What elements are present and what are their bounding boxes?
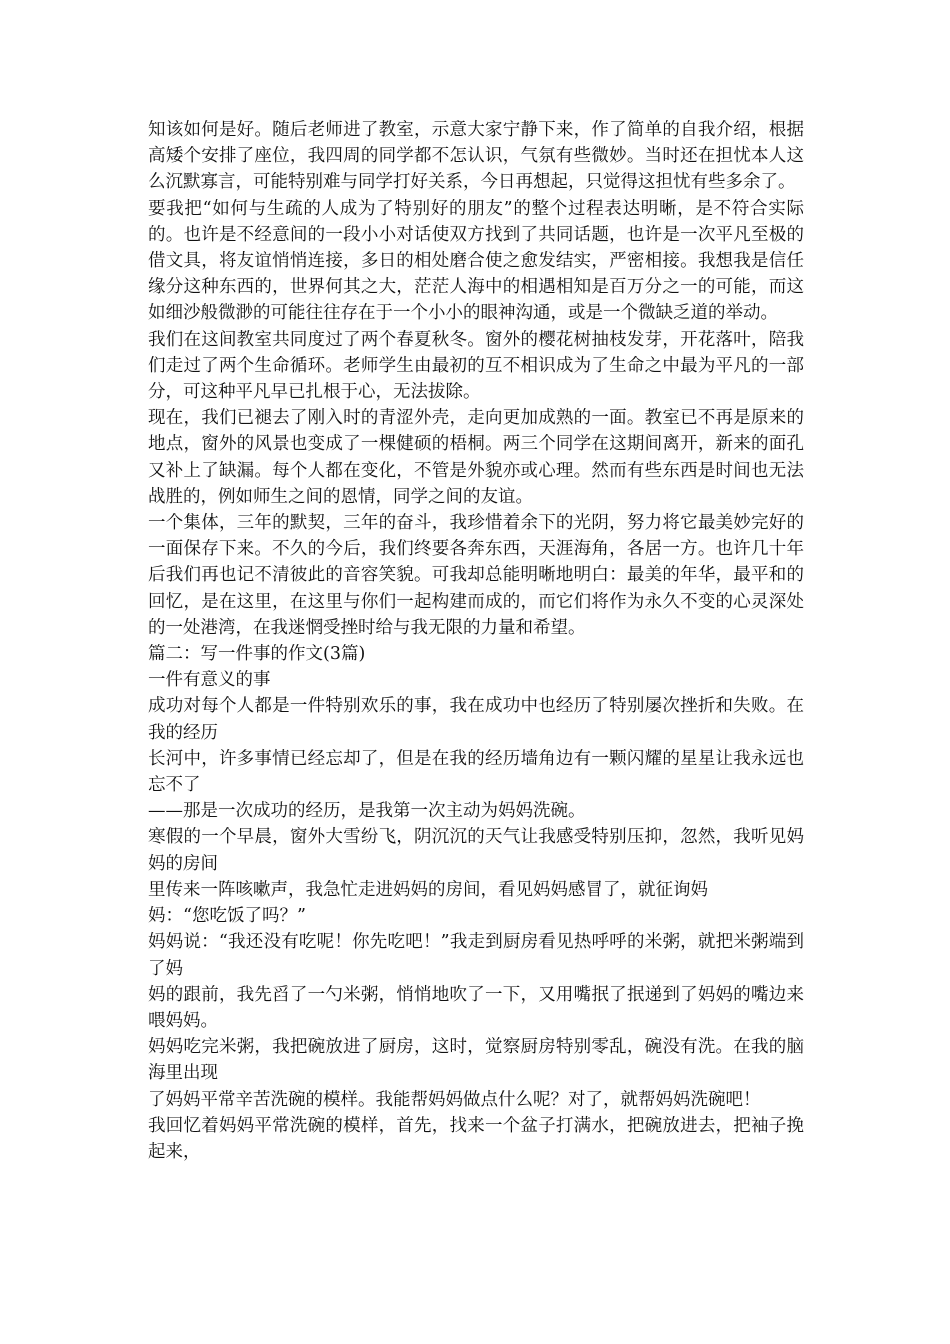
- paragraph: 妈的跟前，我先舀了一勺米粥，悄悄地吹了一下，又用嘴抿了抿递到了妈妈的嘴边来喂妈妈。: [148, 984, 804, 1031]
- paragraph: ——那是一次成功的经历，是我第一次主动为妈妈洗碗。: [148, 801, 586, 822]
- paragraph: 妈妈吃完米粥，我把碗放进了厨房，这时，觉察厨房特别零乱，碗没有洗。在我的脑海里出现: [148, 1037, 804, 1084]
- document-page: [148, 117, 804, 1165]
- paragraph: 成功对每个人都是一件特别欢乐的事，我在成功中也经历了特别屡次挫折和失败。在我的经历: [148, 696, 804, 743]
- paragraph: 长河中，许多事情已经忘却了，但是在我的经历墙角边有一颗闪耀的星星让我永远也忘不了: [148, 748, 804, 796]
- paragraph: 了妈妈平常辛苦洗碗的模样。我能帮妈妈做点什么呢？对了，就帮妈妈洗碗吧！: [148, 1089, 761, 1110]
- paragraph: 一个集体，三年的默契，三年的奋斗，我珍惜着余下的光阴，努力将它最美妙完好的一面保存下来。不久的今后，我们终要各奔东西，天涯海角，各居一方。也许几十年后我们再也记不清彼此的音容笑貌。可我却总能明晰地明白：最美的年华，最平和的回忆，是在这里，在这里与你们一起构建而成的，而它们将作为永久不变的心灵深处的一处港湾，在我迷惘受挫时给与我无限的力量和希望。: [148, 513, 804, 638]
- paragraph: 寒假的一个早晨，窗外大雪纷飞，阴沉沉的天气让我感受特别压抑，忽然，我听见妈妈的房间: [148, 827, 804, 874]
- paragraph: 我回忆着妈妈平常洗碗的模样，首先，找来一个盆子打满水，把碗放进去，把袖子挽起来，: [148, 1115, 804, 1162]
- paragraph: 里传来一阵咳嗽声，我急忙走进妈妈的房间，看见妈妈感冒了，就征询妈: [148, 879, 708, 900]
- paragraph: 知该如何是好。随后老师进了教室，示意大家宁静下来，作了简单的自我介绍，根据高矮个安排了座位，我四周的同学都不怎认识，气氛有些微妙。当时还在担忧本人这么沉默寡言，可能特别难与同学打好关系，今日再想起，只觉得这担忧有些多余了。: [148, 120, 804, 193]
- paragraph: 妈：“您吃饭了吗？”: [148, 906, 306, 927]
- section-heading: 篇二：写一件事的作文(3篇): [148, 644, 366, 665]
- paragraph: 我们在这间教室共同度过了两个春夏秋冬。窗外的樱花树抽枝发芽，开花落叶，陪我们走过了两个生命循环。老师学生由最初的互不相识成为了生命之中最为平凡的一部分，可这种平凡早已扎根于心，无法拔除。: [148, 329, 804, 403]
- paragraph: 妈妈说：“我还没有吃呢！你先吃吧！”我走到厨房看见热呼呼的米粥，就把米粥端到了妈: [148, 932, 804, 979]
- paragraph: 要我把“如何与生疏的人成为了特别好的朋友”的整个过程表达明晰，是不符合实际的。也许是不经意间的一段小小对话使双方找到了共同话题，也许是一次平凡至极的借文具，将友谊悄悄连接，多日的相处磨合使之愈发结实，严密相接。我想我是信任缘分这种东西的，世界何其之大，茫茫人海中的相遇相知是百万分之一的可能，而这如细沙般微渺的可能往往存在于一个小小的眼神沟通，或是一个微缺乏道的举动。: [148, 198, 804, 324]
- paragraph: 现在，我们已褪去了刚入时的青涩外壳，走向更加成熟的一面。教室已不再是原来的地点，窗外的风景也变成了一棵健硕的梧桐。两三个同学在这期间离开，新来的面孔又补上了缺漏。每个人都在变化，不管是外貌亦或心理。然而有些东西是时间也无法战胜的，例如师生之间的恩情，同学之间的友谊。: [148, 408, 804, 507]
- essay-title: 一件有意义的事: [148, 670, 271, 691]
